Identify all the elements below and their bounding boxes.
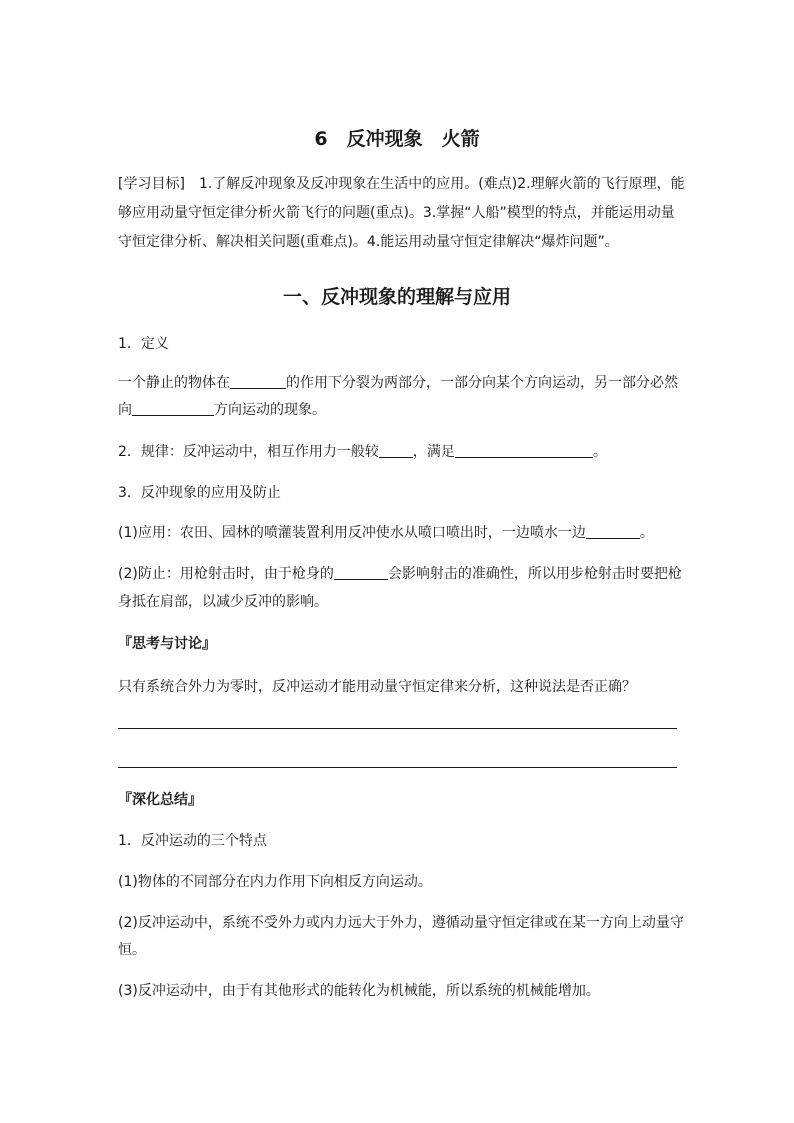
rule-text-b: ，满足 bbox=[412, 444, 455, 460]
application-prevent-line-1 bbox=[118, 563, 682, 583]
rule-line bbox=[118, 441, 677, 461]
summary-point-1: (1)物体的不同部分在内力作用下向相反方向运动。 bbox=[118, 874, 432, 890]
use-text-b: 。 bbox=[639, 525, 654, 541]
definition-text-2a: 向 bbox=[118, 402, 132, 418]
discussion-question: 只有系统合外力为零时，反冲运动才能用动量守恒定律来分析，这种说法是否正确？ bbox=[118, 679, 636, 695]
rule-text-c: 。 bbox=[592, 444, 607, 460]
application-prevent-line-2: 身抵在肩部，以减少反冲的影响。 bbox=[118, 594, 328, 610]
fill-blank-1[interactable] bbox=[230, 374, 286, 389]
prevent-text-b: 会影响射击的准确性，所以用步枪射击时要把枪 bbox=[387, 566, 682, 582]
summary-point-2-line-1: (2)反冲运动中，系统不受外力或内力远大于外力，遵循动量守恒定律或在某一方向上动量守 bbox=[118, 915, 684, 931]
definition-line-1 bbox=[118, 372, 677, 392]
definition-text-2b: 方向运动的现象。 bbox=[214, 402, 326, 418]
summary-item-heading: 1．反冲运动的三个特点 bbox=[118, 833, 267, 849]
objectives-line-1 bbox=[118, 173, 685, 193]
definition-text-1a: 一个静止的物体在 bbox=[118, 375, 230, 391]
objectives-line-2: 够应用动量守恒定律分析火箭飞行的问题(重点)。3.掌握“人船”模型的特点，并能运用动量 bbox=[118, 205, 675, 221]
rule-text-a: 2．规律：反冲运动中，相互作用力一般较 bbox=[118, 444, 379, 460]
answer-line-1[interactable] bbox=[118, 728, 677, 729]
fill-blank-5[interactable] bbox=[586, 524, 640, 539]
page-title: 6 反冲现象 火箭 bbox=[314, 128, 480, 150]
objectives-label: [学习目标] bbox=[118, 176, 185, 192]
summary-point-3: (3)反冲运动中，由于有其他形式的能转化为机械能，所以系统的机械能增加。 bbox=[118, 983, 600, 999]
section-heading: 一、反冲现象的理解与应用 bbox=[282, 286, 511, 308]
definition-line-2 bbox=[118, 399, 677, 419]
fill-blank-6[interactable] bbox=[334, 565, 388, 580]
discussion-heading: 『思考与讨论』 bbox=[118, 636, 216, 652]
objectives-line-3: 守恒定律分析、解决相关问题(重难点)。4.能运用动量守恒定律解决“爆炸问题”。 bbox=[118, 234, 619, 250]
fill-blank-3[interactable] bbox=[379, 443, 413, 458]
definition-text-1b: 的作用下分裂为两部分，一部分向某个方向运动，另一部分必然 bbox=[286, 375, 678, 391]
fill-blank-2[interactable] bbox=[132, 401, 214, 416]
fill-blank-4[interactable] bbox=[455, 443, 593, 458]
answer-line-2[interactable] bbox=[118, 767, 677, 768]
application-use-line bbox=[118, 522, 677, 542]
summary-heading: 『深化总结』 bbox=[118, 792, 202, 808]
objectives-text-1: 1.了解反冲现象及反冲现象在生活中的应用。(难点)2.理解火箭的飞行原理，能 bbox=[198, 176, 685, 192]
use-text-a: (1)应用：农田、园林的喷灌装置利用反冲使水从喷口喷出时，一边喷水一边 bbox=[118, 525, 586, 541]
definition-heading: 1．定义 bbox=[118, 336, 169, 352]
application-heading: 3．反冲现象的应用及防止 bbox=[118, 485, 281, 501]
prevent-text-a: (2)防止：用枪射击时，由于枪身的 bbox=[118, 566, 334, 582]
summary-point-2-line-2: 恒。 bbox=[118, 942, 146, 958]
